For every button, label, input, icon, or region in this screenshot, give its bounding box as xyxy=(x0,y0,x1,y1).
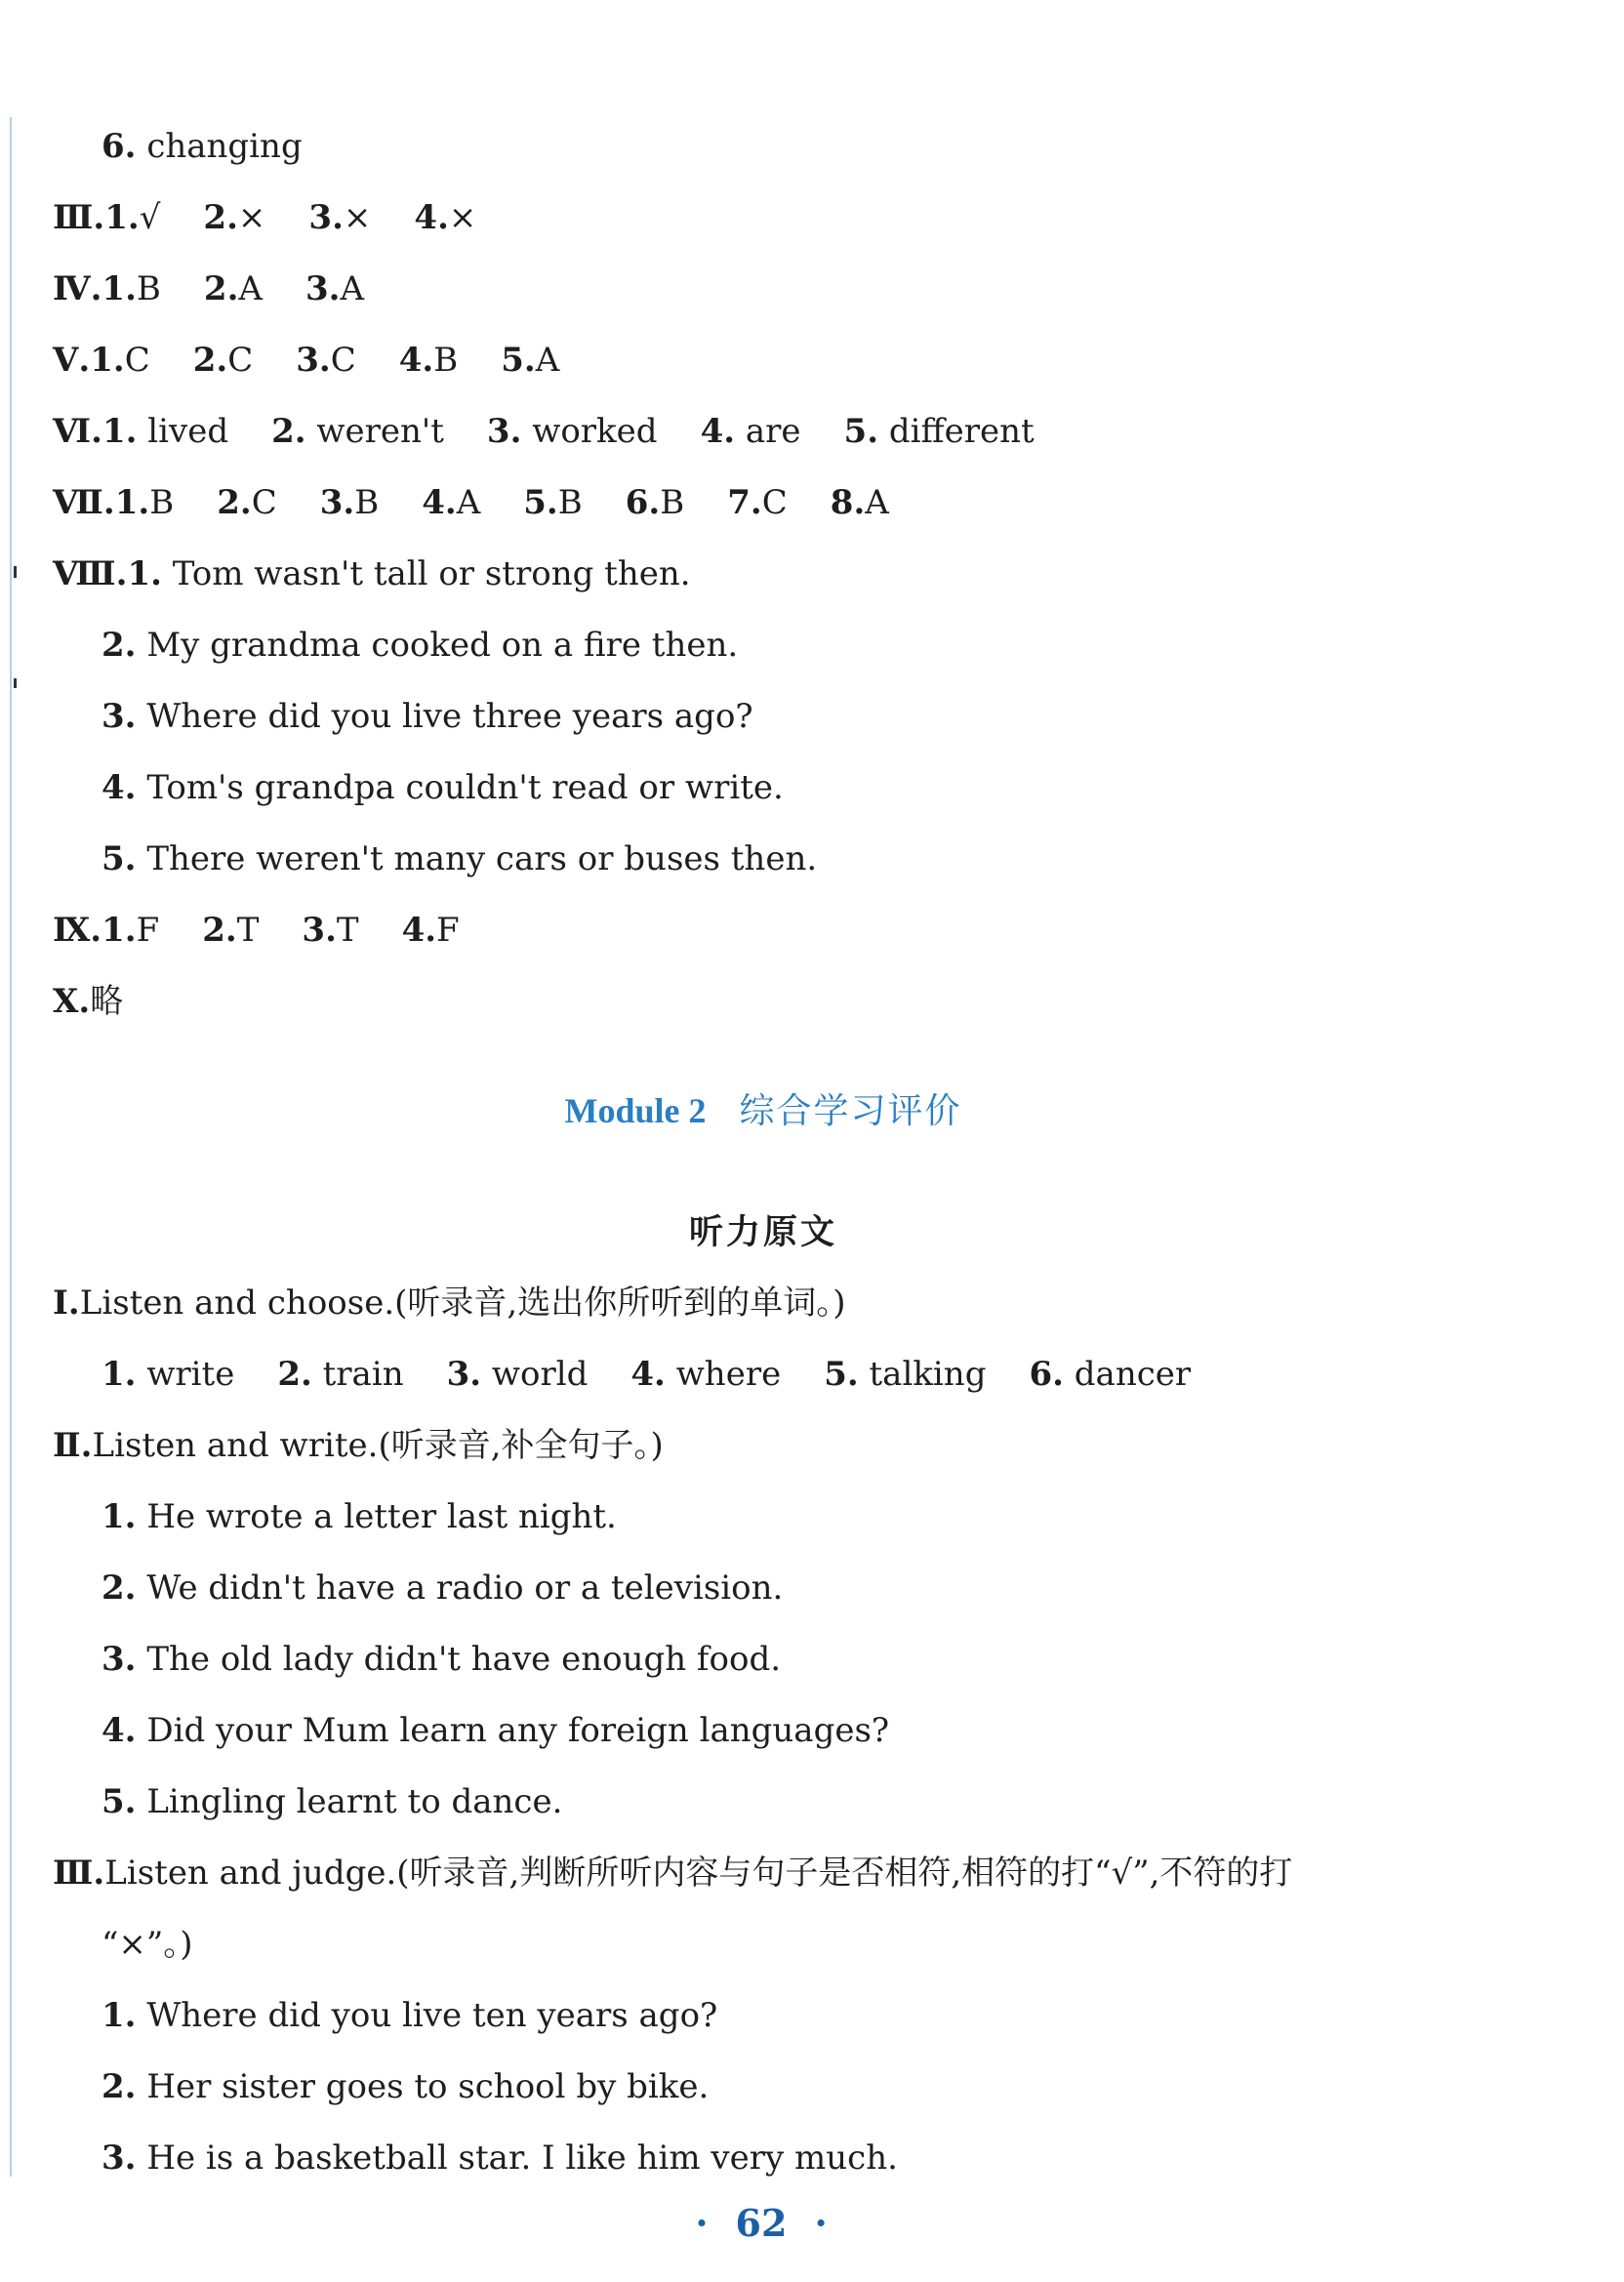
item-answer: talking xyxy=(869,1355,987,1394)
item-text: changing xyxy=(146,127,303,166)
item-number: 6. xyxy=(1029,1355,1064,1394)
answer-row-9 xyxy=(53,901,460,959)
item-number: 5. xyxy=(523,483,558,522)
section-8-line-2 xyxy=(102,616,738,674)
item-answer: A xyxy=(238,269,263,308)
item-number: 1. xyxy=(102,1996,137,2035)
item-number: 3. xyxy=(296,341,331,380)
sentence: The old lady didn't have enough food. xyxy=(146,1640,782,1679)
item-number: 1. xyxy=(127,554,162,593)
item-number: 3. xyxy=(102,2139,137,2178)
item-answer: lived xyxy=(147,412,229,451)
listen-3-line-1 xyxy=(102,1986,717,2045)
item-number: 2. xyxy=(192,341,228,380)
item-answer: train xyxy=(322,1355,404,1394)
listen-3-line-3 xyxy=(102,2129,898,2187)
item-answer: B xyxy=(660,483,685,522)
item-number: 3. xyxy=(486,412,522,451)
item-number: 1. xyxy=(104,198,140,237)
item-number: 2. xyxy=(202,911,237,950)
sentence: My grandma cooked on a fire then. xyxy=(146,626,739,665)
instruction: Listen and choose.(听录音,选出你所听到的单词。) xyxy=(79,1284,846,1323)
item-number: 1. xyxy=(102,1355,137,1394)
sentence: Her sister goes to school by bike. xyxy=(146,2067,710,2106)
item-number: 2. xyxy=(277,1355,312,1394)
item-answer: where xyxy=(675,1355,782,1394)
page-number xyxy=(0,2201,1522,2245)
item-number: 7. xyxy=(727,483,762,522)
item-number: 2. xyxy=(203,269,239,308)
instruction: Listen and judge.(听录音,判断所听内容与句子是否相符,相符的打“√”,不符的打 xyxy=(104,1854,1293,1893)
item-answer: F xyxy=(436,911,460,950)
listen-2-instruction xyxy=(53,1416,664,1475)
page-dot-right: · xyxy=(814,2201,828,2245)
sentence: Tom wasn't tall or strong then. xyxy=(172,554,691,593)
item-answer: dancer xyxy=(1074,1355,1192,1394)
listen-3-instruction xyxy=(53,1844,1292,1902)
sentence: He wrote a letter last night. xyxy=(146,1497,617,1536)
item-answer: weren't xyxy=(316,412,444,451)
scan-speck xyxy=(14,566,17,578)
item-answer: different xyxy=(888,412,1035,451)
item-answer: C xyxy=(251,483,277,522)
item-answer: B xyxy=(136,269,161,308)
item-answer: A xyxy=(340,269,365,308)
section-roman: Ⅰ. xyxy=(53,1284,80,1323)
item-number: 3. xyxy=(304,269,341,308)
item-answer: are xyxy=(745,412,801,451)
item-number: 4. xyxy=(422,483,457,522)
item-number: 1. xyxy=(102,1497,137,1536)
item-number: 2. xyxy=(102,2067,137,2106)
listen-2-line-3 xyxy=(102,1630,781,1689)
answer-row-6 xyxy=(53,402,1035,461)
item-number: 6. xyxy=(625,483,661,522)
section-8-line-4 xyxy=(102,758,784,817)
item-answer: × xyxy=(343,198,372,237)
item-answer: B xyxy=(149,483,175,522)
item-number: 2. xyxy=(271,412,306,451)
listening-title: 听力原文 xyxy=(688,1213,837,1252)
page-dot-left: · xyxy=(695,2201,709,2245)
instruction: Listen and write.(听录音,补全句子。) xyxy=(92,1426,664,1465)
section-roman: Ⅳ. xyxy=(53,269,102,308)
item-number: 3. xyxy=(308,198,344,237)
item-number: 8. xyxy=(830,483,866,522)
listen-2-line-4 xyxy=(102,1701,889,1760)
item-number: 6. xyxy=(102,127,137,166)
item-answer: √ xyxy=(139,198,161,237)
item-number: 5. xyxy=(102,1782,137,1821)
sentence: He is a basketball star. I like him very much. xyxy=(146,2139,898,2178)
answer-row-4 xyxy=(53,260,364,318)
listen-1-instruction xyxy=(53,1274,845,1332)
item-number: 4. xyxy=(102,768,137,807)
sentence: There weren't many cars or buses then. xyxy=(146,839,818,878)
section-roman: Ⅱ. xyxy=(53,1426,93,1465)
sentence: We didn't have a radio or a television. xyxy=(146,1569,784,1608)
item-answer: F xyxy=(136,911,160,950)
item-answer: write xyxy=(146,1355,235,1394)
section-8-line-3 xyxy=(102,687,753,746)
item-number: 1. xyxy=(102,412,138,451)
item-answer: C xyxy=(761,483,788,522)
item-answer: B xyxy=(557,483,583,522)
item-number: 5. xyxy=(102,839,137,878)
item-number: 3. xyxy=(302,911,337,950)
listen-1-words xyxy=(102,1345,1191,1404)
page-number-value: 62 xyxy=(735,2201,788,2245)
item-answer: worked xyxy=(532,412,658,451)
listen-2-line-1 xyxy=(102,1487,617,1546)
listen-3-line-2 xyxy=(102,2058,709,2116)
answer-row-3 xyxy=(53,188,476,247)
sentence: Did your Mum learn any foreign languages? xyxy=(146,1711,890,1750)
item-number: 2. xyxy=(217,483,252,522)
item-answer: A xyxy=(456,483,481,522)
margin-line xyxy=(10,117,12,2177)
item-answer: C xyxy=(330,341,356,380)
section-roman: Ⅸ. xyxy=(53,911,102,950)
sentence: Tom's grandpa couldn't read or write. xyxy=(146,768,784,807)
item-number: 1. xyxy=(90,341,125,380)
sentence: Lingling learnt to dance. xyxy=(146,1782,563,1821)
section-roman: Ⅷ. xyxy=(53,554,128,593)
section-8-line-5 xyxy=(102,830,817,888)
listen-2-line-2 xyxy=(102,1559,783,1617)
item-answer: A xyxy=(535,341,560,380)
instruction: “×”。) xyxy=(102,1925,193,1964)
item-number: 4. xyxy=(630,1355,666,1394)
listen-3-instruction-cont xyxy=(102,1915,193,1974)
item-number: 4. xyxy=(401,911,437,950)
item-number: 4. xyxy=(102,1711,137,1750)
answer-line-6 xyxy=(102,117,303,176)
sentence: Where did you live ten years ago? xyxy=(146,1996,718,2035)
item-answer: C xyxy=(124,341,150,380)
item-answer: T xyxy=(336,911,359,950)
listen-2-line-5 xyxy=(102,1773,562,1831)
item-number: 1. xyxy=(102,911,137,950)
item-answer: 略 xyxy=(90,982,124,1021)
item-number: 4. xyxy=(398,341,434,380)
item-answer: world xyxy=(491,1355,589,1394)
item-number: 4. xyxy=(700,412,736,451)
item-number: 2. xyxy=(102,626,137,665)
item-answer: × xyxy=(237,198,266,237)
section-roman: Ⅵ. xyxy=(53,412,102,451)
answer-row-10 xyxy=(53,972,123,1031)
module-heading xyxy=(0,1083,1526,1133)
item-answer: × xyxy=(448,198,477,237)
section-roman: Ⅲ. xyxy=(53,198,105,237)
item-number: 5. xyxy=(501,341,536,380)
module-heading-en: Module 2 xyxy=(564,1091,707,1130)
item-number: 1. xyxy=(114,483,150,522)
item-number: 3. xyxy=(319,483,355,522)
item-answer: A xyxy=(865,483,889,522)
item-number: 1. xyxy=(102,269,137,308)
section-8-line-1 xyxy=(53,545,691,603)
item-answer: T xyxy=(236,911,260,950)
answer-row-5 xyxy=(53,331,559,389)
section-roman: Ⅲ. xyxy=(53,1854,105,1893)
section-roman: Ⅴ. xyxy=(53,341,91,380)
sentence: Where did you live three years ago? xyxy=(146,697,753,736)
section-roman: Ⅹ. xyxy=(53,982,91,1021)
scan-speck xyxy=(14,678,17,688)
item-answer: B xyxy=(354,483,380,522)
item-answer: C xyxy=(227,341,254,380)
item-number: 3. xyxy=(446,1355,482,1394)
item-number: 5. xyxy=(843,412,879,451)
module-heading-cn: 综合学习评价 xyxy=(739,1091,962,1131)
item-number: 4. xyxy=(414,198,449,237)
item-number: 2. xyxy=(102,1569,137,1608)
answer-row-7 xyxy=(53,473,889,532)
item-number: 3. xyxy=(102,697,137,736)
item-answer: B xyxy=(433,341,459,380)
item-number: 3. xyxy=(102,1640,137,1679)
item-number: 2. xyxy=(203,198,238,237)
item-number: 5. xyxy=(824,1355,859,1394)
section-roman: Ⅶ. xyxy=(53,483,115,522)
